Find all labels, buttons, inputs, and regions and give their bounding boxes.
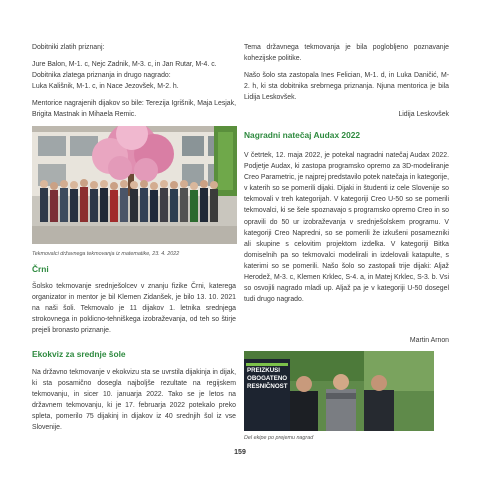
page-number: 159 <box>234 449 246 456</box>
crni-paragraph: Šolsko tekmovanje srednješolcev v znanju fizike Črni, katerega organizator in mentor je bil Klemen Zidanšek, je bilo 13. 10. 2021 na naši šoli. Tekmovalo je 11 dijakov 1. letnika srednjega strokovnega in poklicno-tehniškega izobraževanja, od teh so štirje prejeli bronasto priznanje. <box>32 283 236 335</box>
math-photo-caption: Tekmovalci državnega tekmovanja iz matematike, 23. 4. 2022 <box>32 251 180 257</box>
author-signature-2: Martin Arnon <box>409 337 449 344</box>
gold-second-prize-intro: Dobitnika zlatega priznanja in drugo nagrado: <box>32 72 171 79</box>
audax-banner-text: PREIZKUSI OBOGATENO RESNIČNOST <box>247 367 288 390</box>
author-signature-1: Lidija Leskovšek <box>398 111 449 118</box>
math-competitors-photo <box>32 126 237 244</box>
gold-winners-intro: Dobitniki zlatih priznanj: <box>32 44 105 51</box>
mentors-paragraph: Mentorice nagrajenih dijakov so bile: Terezija Igrišnik, Maja Lesjak, Brigita Mastnak in Mihaela Remic. <box>32 100 236 119</box>
audax-paragraph: V četrtek, 12. maja 2022, je potekal nagradni natečaj Audax 2022. Podjetje Audax, ki zastopa programsko opremo za 3D-modeliranje Creo Parametric, je najprej predstavilo potek natečaja in kategorije, v katerih so se pomerili dijaki. Dijaki in študenti iz cele Slovenije so tekmovali v treh kategorijah. V kategoriji Creo U-50 so se pomerili tekmovalci, ki se šele spoznavajo s programsko opremo Creo in so opravili do 50 ur izobraževanja v srednješolskem programu. V kategoriji Creo Napredni, so se pomerili že izkušeni posamezniki ali skupine s celovitim projektom izdelka. V kategoriji Bitka domiselnih pa so tekmovalci modelirali in izdelovali katapulte, s katerimi so se pomerili. Našo šolo so zastopali trije dijaki: Aljaž Herodež, M-3. c, Klemen Krklec, S-4. a, in Matej Krklec, S-3. b. Vsi so osvojili nagrado mladi up. Aljaž pa je v kategoriji U-50 dosegel tudi drugo nagrado. <box>244 152 449 304</box>
audax-photo-image <box>244 351 434 431</box>
school-representatives-paragraph: Našo šolo sta zastopala Ines Felician, M-1. d, in Luka Daničić, M-2. h, ki sta dobitnika srebrnega priznanja. Njuna mentorica je bila Lidija Leskovšek. <box>244 72 449 102</box>
section-heading-ekokviz: Ekokviz za srednje šole <box>32 349 126 359</box>
section-heading-audax: Nagradni natečaj Audax 2022 <box>244 130 361 140</box>
audax-team-photo <box>244 351 434 431</box>
gold-second-prize-list: Luka Kališnik, M-1. c, in Nace Jezovšek, M-2. h. <box>32 83 179 90</box>
section-heading-crni: Črni <box>32 264 49 274</box>
gold-winners-list: Jure Balon, M-1. c, Nejc Zadnik, M-3. c, in Jan Rutar, M-4. c. <box>32 61 217 68</box>
ekokviz-paragraph: Na državno tekmovanje v ekokvizu sta se uvrstila dijakinja in dijak, ki sta posamično dosegla najboljše rezultate na regijskem tekmovanju, in sicer 10. januarja 2022. Tako se je letos na državnem tekmovanju, ki je 17. februarja 2022 potekalo preko spleta, pomerilo 75 dijakinj in dijakov iz 40 srednjih šol iz vse Slovenije. <box>32 369 236 432</box>
audax-photo-caption: Del ekipe po prejemu nagrad <box>244 435 314 441</box>
group-photo-image <box>32 126 237 244</box>
cohesion-topic-paragraph: Tema državnega tekmovanja je bila poglobljeno poznavanje kohezijske politike. <box>244 44 449 63</box>
